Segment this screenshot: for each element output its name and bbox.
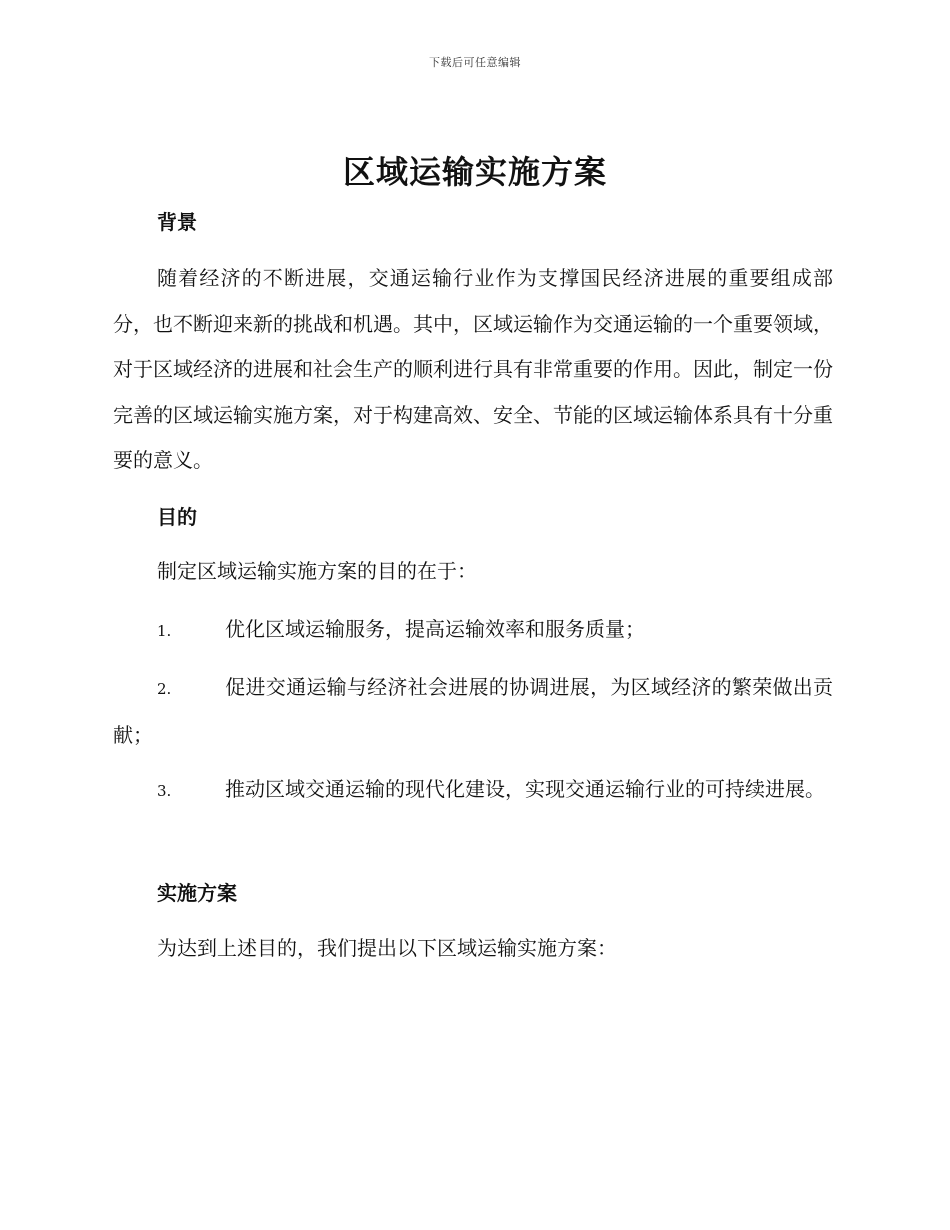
list-item	[113, 665, 833, 758]
section-heading-background: 背景	[157, 210, 197, 234]
header-note: 下载后可任意编辑	[429, 56, 521, 69]
list-item	[113, 607, 833, 655]
list-number: 1.	[157, 622, 172, 640]
background-paragraph: 随着经济的不断进展，交通运输行业作为支撑国民经济进展的重要组成部分，也不断迎来新的挑战和机遇。其中，区域运输作为交通运输的一个重要领域，对于区域经济的进展和社会生产的顺利进行具有非常重要的作用。因此，制定一份完善的区域运输实施方案，对于构建高效、安全、节能的区域运输体系具有十分重要的意义。	[113, 266, 833, 472]
list-item	[113, 767, 833, 815]
section-heading-plan: 实施方案	[157, 881, 237, 905]
list-number: 2.	[157, 680, 172, 698]
list-number: 3.	[157, 782, 172, 800]
list-item-text: 促进交通运输与经济社会进展的协调进展，为区域经济的繁荣做出贡献；	[113, 675, 833, 747]
list-item-text: 优化区域运输服务，提高运输效率和服务质量；	[225, 617, 645, 641]
plan-intro: 为达到上述目的，我们提出以下区域运输实施方案：	[157, 936, 617, 960]
document-title: 区域运输实施方案	[342, 153, 607, 191]
section-heading-purpose: 目的	[157, 505, 197, 529]
purpose-intro: 制定区域运输实施方案的目的在于：	[157, 559, 477, 583]
list-item-text: 推动区域交通运输的现代化建设，实现交通运输行业的可持续进展。	[225, 777, 825, 801]
